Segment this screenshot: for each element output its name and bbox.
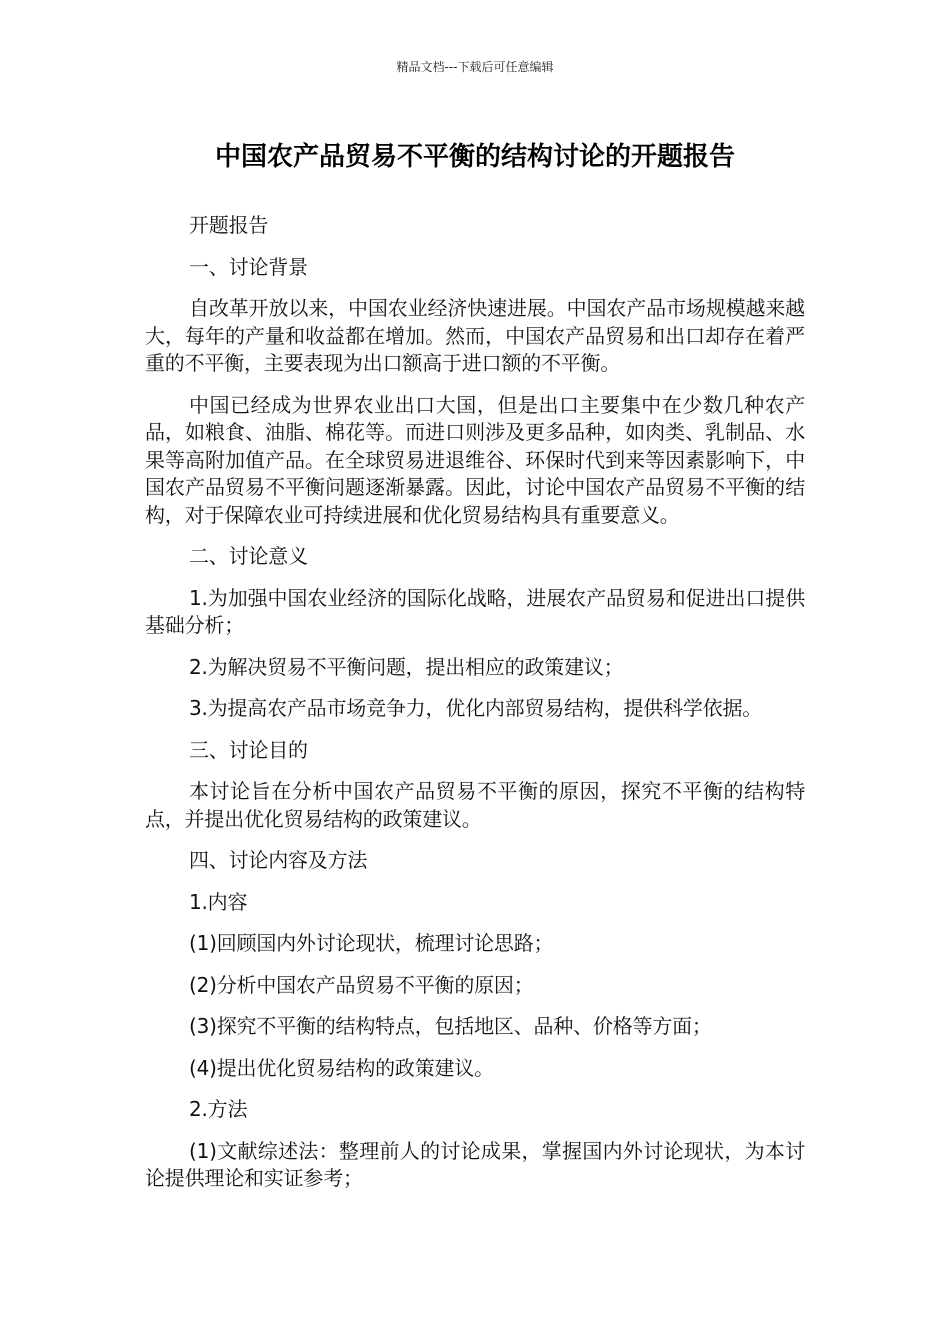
subheading-content: 1.内容	[189, 889, 248, 914]
list-item: (1)文献综述法：整理前人的讨论成果，掌握国内外讨论现状，为本讨论提供理论和实证参考；	[145, 1138, 805, 1190]
document-body	[145, 212, 805, 1207]
list-item: 3.为提高农产品市场竞争力，优化内部贸易结构，提供科学依据。	[189, 696, 763, 720]
section-heading-significance: 二、讨论意义	[189, 544, 308, 568]
document-title: 中国农产品贸易不平衡的结构讨论的开题报告	[214, 142, 735, 172]
section-heading-content-methods: 四、讨论内容及方法	[189, 848, 368, 872]
paragraph-report-label: 开题报告	[189, 213, 269, 237]
paragraph: 自改革开放以来，中国农业经济快速进展。中国农产品市场规模越来越大，每年的产量和收益都在增加。然而，中国农产品贸易和出口却存在着严重的不平衡，主要表现为出口额高于进口额的不平衡。	[145, 296, 805, 375]
list-item: (3)探究不平衡的结构特点，包括地区、品种、价格等方面；	[189, 1014, 712, 1038]
list-item: (2)分析中国农产品贸易不平衡的原因；	[189, 972, 534, 997]
section-heading-background: 一、讨论背景	[189, 254, 308, 279]
paragraph: 本讨论旨在分析中国农产品贸易不平衡的原因，探究不平衡的结构特点，并提出优化贸易结构的政策建议。	[145, 779, 805, 831]
list-item: 2.为解决贸易不平衡问题，提出相应的政策建议；	[189, 654, 624, 679]
list-item: (4)提出优化贸易结构的政策建议。	[189, 1055, 494, 1080]
subheading-methods: 2.方法	[189, 1097, 248, 1121]
list-item: 1.为加强中国农业经济的国际化战略，进展农产品贸易和促进出口提供基础分析；	[145, 585, 805, 637]
paragraph: 中国已经成为世界农业出口大国，但是出口主要集中在少数几种农产品，如粮食、油脂、棉花等。而进口则涉及更多品种，如肉类、乳制品、水果等高附加值产品。在全球贸易进退维谷、环保时代到来等因素影响下，中国农产品贸易不平衡问题逐渐暴露。因此，讨论中国农产品贸易不平衡的结构，对于保障农业可持续进展和优化贸易结构具有重要意义。	[145, 392, 805, 527]
list-item: (1)回顾国内外讨论现状，梳理讨论思路；	[189, 931, 554, 955]
section-heading-purpose: 三、讨论目的	[189, 737, 308, 762]
header-note: 精品文档---下载后可任意编辑	[396, 60, 554, 74]
